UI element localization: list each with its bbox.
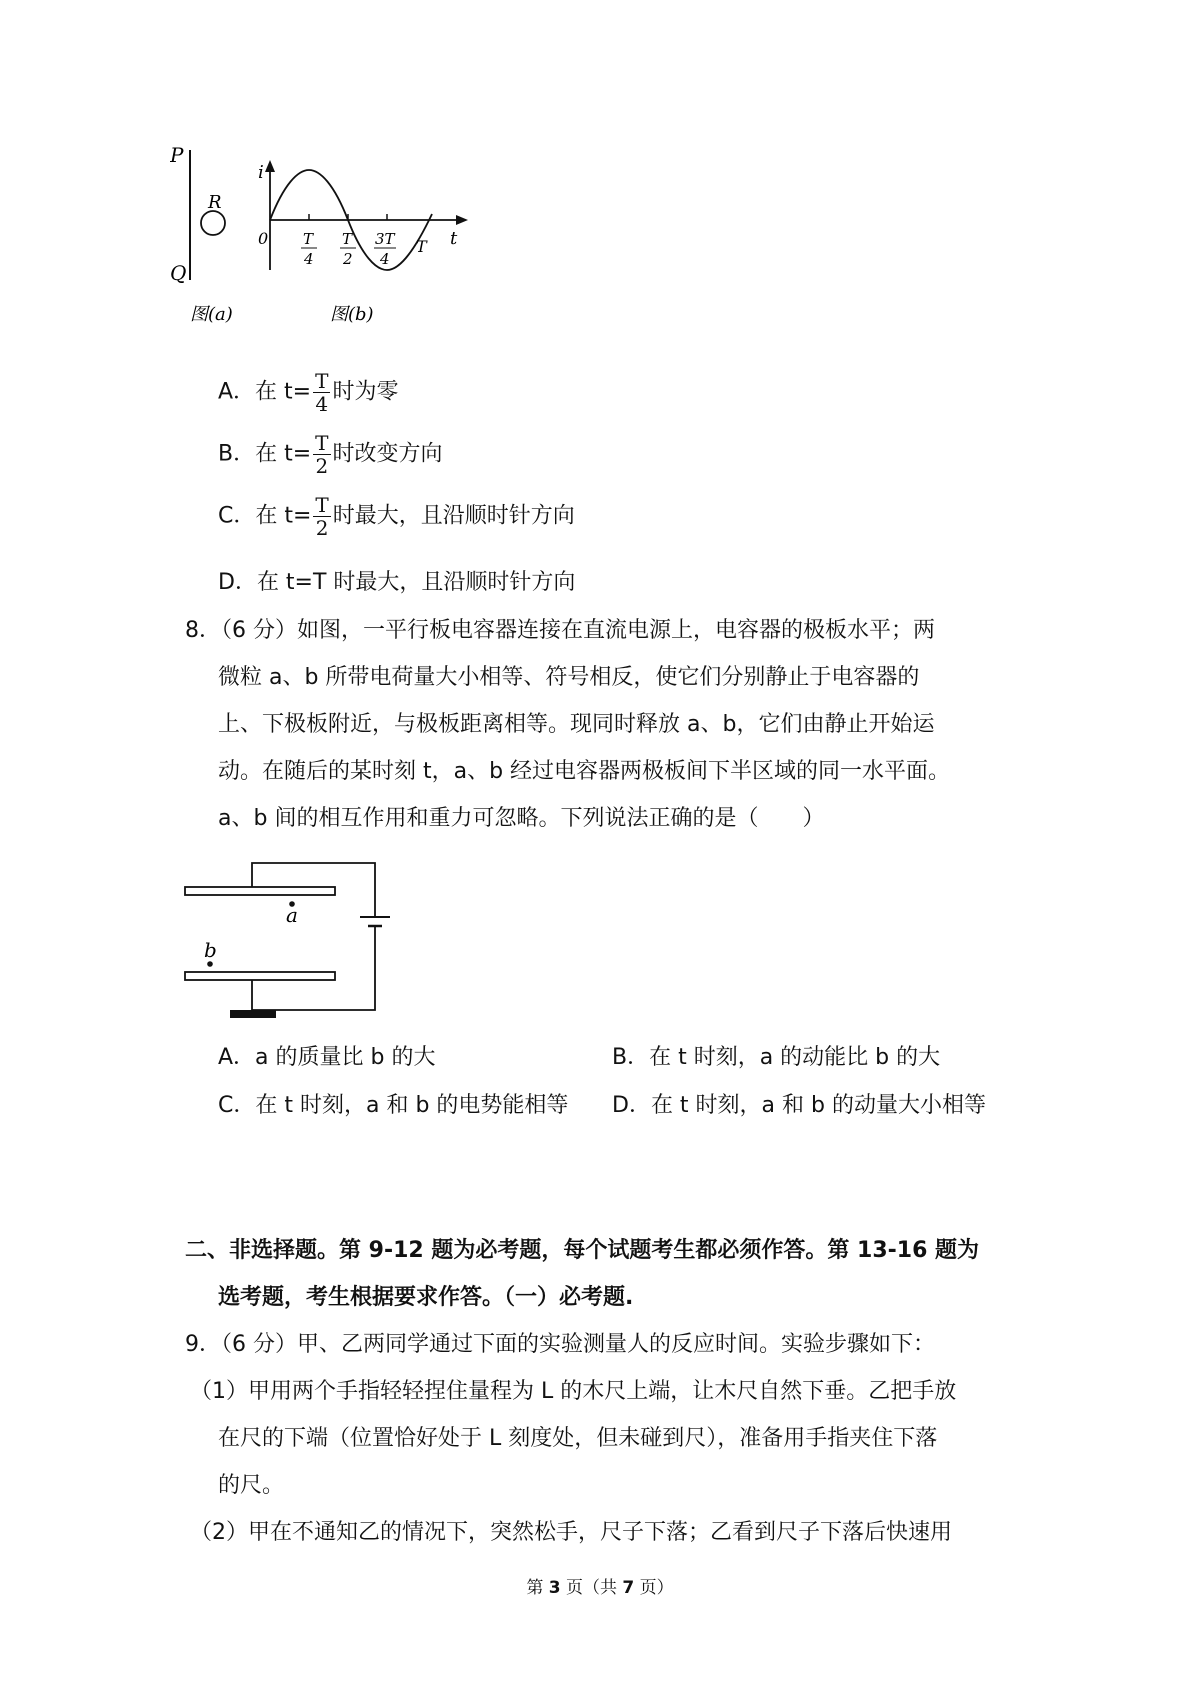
capacitor-figure <box>180 860 400 1030</box>
tick-T2-num: T <box>342 230 353 248</box>
q7-option-b <box>218 432 443 477</box>
q7-option-c <box>218 494 575 539</box>
caption-b: 图(b) <box>330 304 374 325</box>
tick-3T4-num: 3T <box>375 230 395 248</box>
tick-3T4-den: 4 <box>380 250 390 268</box>
axis-t-arrow <box>456 215 468 225</box>
q7-a-den: 4 <box>315 392 329 416</box>
footer-pre: 第 <box>526 1578 544 1598</box>
figure-ab <box>170 140 490 340</box>
q7-c-fraction <box>313 494 330 539</box>
wire-top <box>252 863 375 917</box>
label-zero: 0 <box>258 229 269 248</box>
q8-option-c: C．在 t 时刻，a 和 b 的电势能相等 <box>218 1093 569 1118</box>
footer-mid: 页（共 <box>566 1578 617 1598</box>
q7-option-a <box>218 370 398 415</box>
q7-c-prefix: C．在 t= <box>218 503 312 529</box>
q7-b-fraction <box>313 432 330 477</box>
ground-symbol <box>230 1010 276 1018</box>
page-footer <box>0 1573 1200 1598</box>
upper-plate <box>185 887 335 895</box>
particle-b <box>207 961 213 967</box>
caption-a: 图(a) <box>190 304 233 325</box>
q9-line-5: （2）甲在不通知乙的情况下，突然松手，尺子下落；乙看到尺子下落后快速用 <box>190 1520 952 1545</box>
label-R: R <box>208 192 222 213</box>
q7-option-d: D．在 t=T 时最大，且沿顺时针方向 <box>218 570 576 595</box>
q8-line-5: a、b 间的相互作用和重力可忽略。下列说法正确的是（ ） <box>218 806 825 831</box>
tick-T2-den: 2 <box>343 250 353 268</box>
q8-line-3: 上、下极板附近，与极板距离相等。现同时释放 a、b，它们由静止开始运 <box>218 712 935 737</box>
section2-line-2: 选考题，考生根据要求作答。（一）必考题. <box>218 1285 634 1310</box>
q8-line-2: 微粒 a、b 所带电荷量大小相等、符号相反，使它们分别静止于电容器的 <box>218 665 920 690</box>
lower-plate <box>185 972 335 980</box>
ring-R <box>201 211 225 235</box>
q7-c-suffix: 时最大，且沿顺时针方向 <box>332 503 575 529</box>
q7-a-fraction <box>313 370 330 415</box>
footer-total-pages: 7 <box>622 1578 635 1598</box>
wire-bottom <box>252 926 375 1010</box>
q7-b-den: 2 <box>315 454 329 478</box>
tick-T4-num: T <box>303 230 314 248</box>
tick-T: T <box>416 237 427 256</box>
label-a: a <box>286 903 298 927</box>
q7-c-den: 2 <box>315 516 329 540</box>
q7-a-num: T <box>315 369 329 393</box>
q8-line-4: 动。在随后的某时刻 t，a、b 经过电容器两极板间下半区域的同一水平面。 <box>218 759 951 784</box>
footer-post: 页） <box>639 1578 674 1598</box>
q7-a-suffix: 时为零 <box>332 379 399 405</box>
q9-line-2: （1）甲用两个手指轻轻捏住量程为 L 的木尺上端，让木尺自然下垂。乙把手放 <box>190 1379 957 1404</box>
label-P: P <box>170 143 184 167</box>
q8-line-1: 8．（6 分）如图，一平行板电容器连接在直流电源上，电容器的极板水平；两 <box>185 618 935 643</box>
q7-b-num: T <box>315 431 329 455</box>
footer-page-number: 3 <box>548 1578 561 1598</box>
q9-line-4: 的尺。 <box>218 1473 285 1498</box>
label-Q: Q <box>170 261 187 285</box>
axis-i-arrow <box>265 160 275 172</box>
q8-option-d: D．在 t 时刻，a 和 b 的动量大小相等 <box>612 1093 986 1118</box>
q9-line-3: 在尺的下端（位置恰好处于 L 刻度处，但未碰到尺），准备用手指夹住下落 <box>218 1426 938 1451</box>
label-b: b <box>204 938 217 962</box>
label-t: t <box>450 228 458 249</box>
tick-T4-den: 4 <box>304 250 314 268</box>
q7-c-num: T <box>315 493 329 517</box>
q7-b-prefix: B．在 t= <box>218 441 312 467</box>
q7-a-prefix: A．在 t= <box>218 379 312 405</box>
q8-option-b: B．在 t 时刻，a 的动能比 b 的大 <box>612 1045 941 1070</box>
q9-line-1: 9．（6 分）甲、乙两同学通过下面的实验测量人的反应时间。实验步骤如下： <box>185 1332 935 1357</box>
label-i: i <box>258 162 264 183</box>
q8-option-a: A．a 的质量比 b 的大 <box>218 1045 436 1070</box>
section2-line-1: 二、非选择题。第 9-12 题为必考题，每个试题考生都必须作答。第 13-16 题为 <box>185 1238 980 1263</box>
q7-b-suffix: 时改变方向 <box>332 441 443 467</box>
